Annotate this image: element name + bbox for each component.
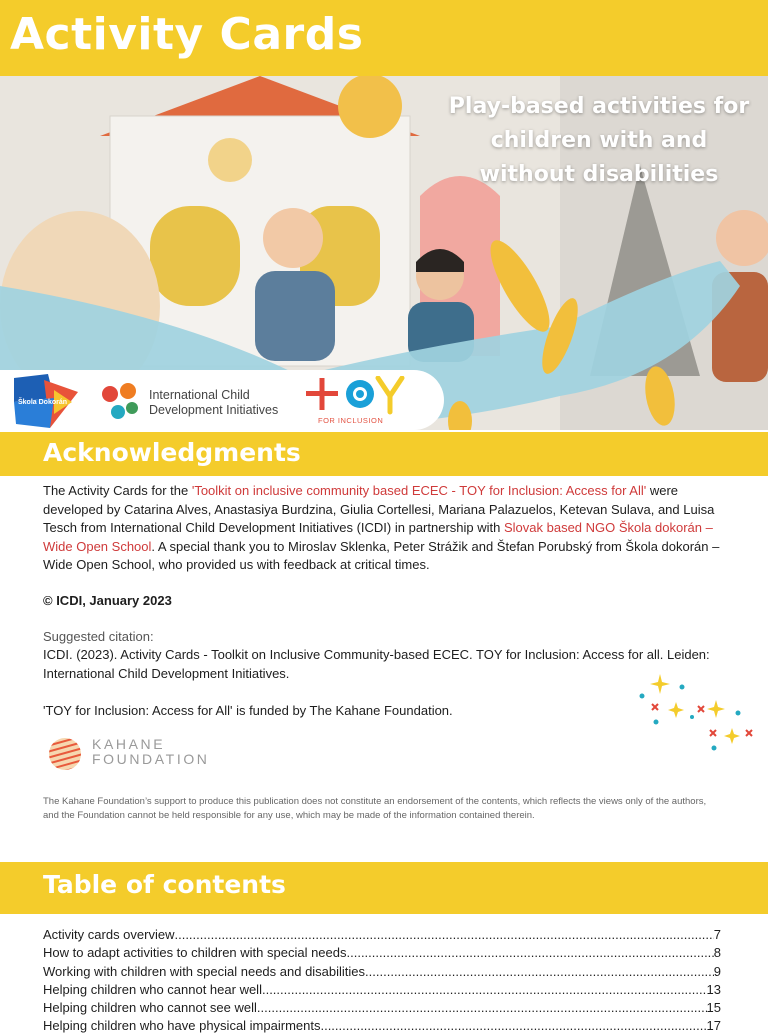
partner-logos (0, 370, 444, 430)
skola-logo-text: Škola Dokorán (18, 399, 68, 406)
icdi-name-line-2: Development Initiatives (149, 403, 279, 417)
toc-item-cannot-hear-well[interactable] (43, 981, 721, 999)
title-bar (0, 0, 768, 76)
toc-item-activity-cards-overview[interactable] (43, 926, 721, 944)
acknowledgments-heading: Acknowledgments (43, 438, 301, 467)
icdi-name-line-1: International Child (149, 388, 250, 402)
toc-leader-dots (262, 981, 707, 999)
funding-note: 'TOY for Inclusion: Access for All' is funded by The Kahane Foundation. (43, 703, 453, 718)
toc-item-label: How to adapt activities to children with special needs (43, 945, 347, 961)
toc-leader-dots (257, 999, 707, 1017)
toc-item-label: Working with children with special needs and disabilities (43, 963, 366, 979)
toc-item-cannot-see-well[interactable] (43, 999, 721, 1017)
toc-item-label: Helping children who cannot hear well (43, 981, 262, 997)
kahane-wordmark-line-1: KAHANE (92, 736, 166, 752)
toc-item-page: 17 (706, 1018, 721, 1034)
icdi-name (149, 388, 278, 418)
toy-logo-subtitle: FOR INCLUSION (318, 416, 384, 425)
toc-heading: Table of contents (43, 870, 286, 899)
toc-leader-dots (347, 944, 714, 962)
acknowledgments-paragraph (43, 482, 733, 575)
confetti-stars (650, 674, 740, 744)
toc-item-label: Helping children who have physical impairments (43, 1018, 321, 1034)
toc-list (43, 926, 721, 1036)
kahane-wordmark (92, 737, 210, 767)
ack-text-1: The Activity Cards for the (43, 483, 192, 498)
toc-item-how-to-adapt[interactable] (43, 944, 721, 962)
confetti-dots (640, 685, 741, 751)
toc-item-page: 8 (713, 945, 721, 961)
ack-text-2: were developed by Catarina Alves, Anastasiya Burdzina, Giulia Cortellesi, Mariana Palazuelos, Ketevan Sulava, and Luisa Tesch from International Child Development Initiatives (ICDI) in partnership with (43, 483, 715, 535)
skola-dokoran-logo (14, 374, 78, 428)
toc-item-page: 7 (713, 927, 721, 942)
toolkit-link[interactable]: 'Toolkit on inclusive community based ECEC - TOY for Inclusion: Access for All' (191, 483, 647, 498)
copyright: © ICDI, January 2023 (43, 593, 172, 608)
acknowledgments-bar (0, 432, 768, 476)
toc-item-working-with-children[interactable] (43, 963, 721, 981)
page-title: Activity Cards (10, 9, 364, 60)
sun-decoration (338, 76, 402, 138)
citation-text: ICDI. (2023). Activity Cards - Toolkit on Inclusive Community-based ECEC. TOY for Inclusion: Access for all. Leiden: International Child Development Initiatives. (43, 647, 710, 681)
confetti-decoration (634, 670, 758, 756)
toc-leader-dots (174, 926, 713, 944)
toc-item-label: Activity cards overview (43, 927, 175, 942)
hero-subtitle: Play-based activities for children with and without disabilities (448, 94, 750, 187)
toc-item-physical-impairments[interactable] (43, 1017, 721, 1035)
confetti-crosses (652, 704, 752, 736)
icdi-logo (100, 382, 142, 422)
disclaimer: The Kahane Foundation’s support to produce this publication does not constitute an endorsement of the contents, which reflects the views only of the authors, and the Foundation cannot be held responsible for any use, which may be made of the information contained therein. (43, 796, 707, 821)
toc-item-page: 13 (706, 981, 721, 997)
toc-item-page: 15 (706, 1000, 721, 1016)
skola-dokoran-link[interactable]: Slovak based NGO Škola dokorán – Wide Open School (43, 520, 713, 554)
toc-leader-dots (365, 963, 714, 981)
kahane-wordmark-line-2: FOUNDATION (92, 751, 210, 767)
child-1 (263, 208, 323, 268)
toc-item-label: Helping children who cannot see well (43, 1000, 257, 1016)
toc-bar (0, 862, 768, 914)
kahane-foundation-logo (47, 736, 85, 774)
citation-label: Suggested citation: (43, 629, 154, 644)
toy-for-inclusion-logo (306, 376, 410, 416)
toc-item-page: 9 (713, 963, 721, 979)
ack-text-3: . A special thank you to Miroslav Sklenka, Peter Strážik and Štefan Porubský from Škola dokorán – Wide Open School, who provided us with feedback at critical times. (43, 538, 720, 572)
toc-leader-dots (320, 1017, 706, 1035)
